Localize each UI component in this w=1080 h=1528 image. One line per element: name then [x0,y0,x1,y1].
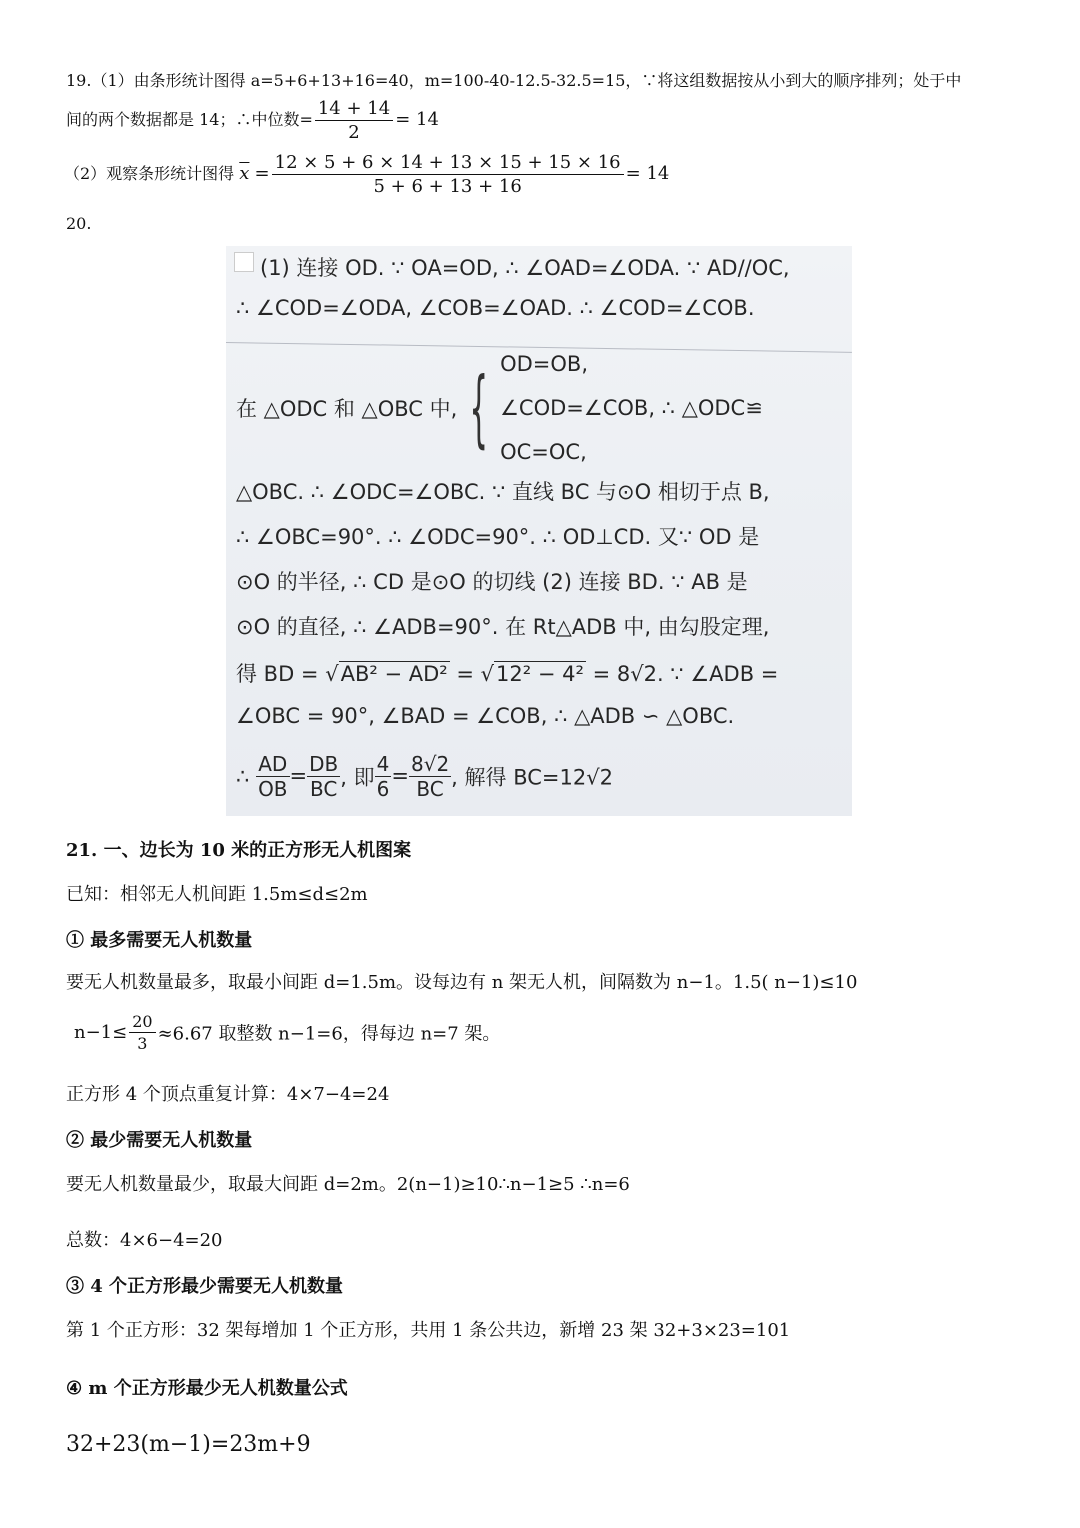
q21-para-5: 总数：4×6−4=20 [66,1230,223,1251]
q20-photo-line-6: ⊙O 的半径, ∴ CD 是⊙O 的切线 (2) 连接 BD. ∵ AB 是 [236,570,748,594]
frac-denominator: 3 [137,1034,148,1053]
q20-sqrt-1: AB² − AD² [340,662,448,686]
q19-mean-symbol: $\overline{x}$ [239,163,250,184]
q20-photo-line-1: (1) 连接 OD. ∵ OA=OD, ∴ ∠OAD=∠ODA. ∵ AD//OC, [260,256,790,280]
q19-median-fraction [315,98,393,143]
q19-mean-fraction [272,152,624,197]
q20-system-eq-2: ∠COD=∠COB, ∴ △ODC≌ [500,396,763,420]
q19-equals: = [254,163,270,184]
q20-in-triangles: 在 △ODC 和 △OBC 中, [236,397,458,421]
q21-para-2 [74,1012,500,1053]
system-brace: { [469,359,489,457]
q20-photo-line-4: △OBC. ∴ ∠ODC=∠OBC. ∵ 直线 BC 与⊙O 相切于点 B, [236,480,770,504]
q21-heading-2: ② 最少需要无人机数量 [66,1130,253,1151]
q20-photo-line-7: ⊙O 的直径, ∴ ∠ADB=90°. 在 Rt△ADB 中, 由勾股定理, [236,615,770,639]
q20-bd-result: = 8√2. ∵ ∠ADB = [585,662,779,686]
q20-therefore: ∴ [236,764,250,789]
q21-given: 已知：相邻无人机间距 1.5m≤d≤2m [66,884,368,905]
q19-median-result: = 14 [395,109,439,130]
q20-photo-line-5: ∴ ∠OBC=90°. ∴ ∠ODC=90°. ∴ OD⊥CD. 又∵ OD 是 [236,525,760,549]
frac-denominator: OB [258,777,288,801]
q20-frac-8r2-bc [409,752,451,801]
q21-para-3: 正方形 4 个顶点重复计算：4×7−4=24 [66,1084,390,1105]
q20-photo-line-10: ∴ $\frac{AD}{OB}$ = $\frac{DB}{BC}$ , 即 $\frac{4}{6}$ = $\frac{8√2}{BC}$ , 解得 BC=12√2 [236,752,613,801]
q20-sqrt-2: 12² − 4² [496,662,584,686]
q20-namely: , 即 [340,765,375,790]
q21-para-1: 要无人机数量最多，取最小间距 d=1.5m。设每边有 n 架无人机，间隔数为 n−1。1.5( n−1)≤10 [66,972,858,993]
q19-median-prefix: 间的两个数据都是 14；∴中位数= [66,110,313,129]
q20-bd-prefix: 得 BD = [236,662,326,686]
q20-frac-ad-ob [256,752,289,801]
q21-heading-4: ④ m 个正方形最少无人机数量公式 [66,1378,348,1399]
q19-mean-result: = 14 [625,163,670,184]
q19-line-1: 19.（1）由条形统计图得 a=5+6+13+16=40，m=100-40-12.5-32.5=15，∵将这组数据按从小到大的顺序排列；处于中 [66,71,962,90]
q21-para-6: 第 1 个正方形：32 架每增加 1 个正方形，共用 1 条公共边，新增 23 架 32+3×23=101 [66,1320,791,1341]
q20-photo-line-9: ∠OBC = 90°, ∠BAD = ∠COB, ∴ △ADB ∽ △OBC. [236,704,735,728]
q19-mean-numerator: 12 × 5 + 6 × 14 + 13 × 15 + 15 × 16 [272,152,624,175]
q21-ineq-prefix: n−1≤ [74,1022,128,1043]
q21-formula: 32+23(m−1)=23m+9 [66,1432,311,1457]
q20-photo-line-8: 得 BD = √AB² − AD² = √12² − 4² = 8√2. ∵ ∠ADB = [236,662,779,686]
q20-solution-photo [226,246,852,816]
frac-numerator: AD [256,752,289,777]
frac-numerator: 8√2 [410,752,450,776]
q20-frac-db-bc [307,752,340,801]
q21-para-4: 要无人机数量最少，取最大间距 d=2m。2(n−1)≥10∴n−1≥5 ∴n=6 [66,1174,630,1195]
q19-median-denominator: 2 [348,122,360,143]
frac-numerator: 4 [376,752,390,776]
frac-denominator: BC [416,777,444,801]
photo-corner-mark [234,252,254,272]
frac-numerator: 20 [129,1012,155,1033]
q21-ineq-result: ≈6.67 取整数 n−1=6，得每边 n=7 架。 [157,1023,501,1045]
frac-denominator: BC [310,777,338,801]
q21-title: 21. 一、边长为 10 米的正方形无人机图案 [66,840,412,861]
q20-system-eq-3: OC=OC, [500,440,587,464]
q21-heading-1: ① 最多需要无人机数量 [66,930,253,951]
q19-line-2 [66,98,439,143]
q19-mean-denominator: 5 + 6 + 13 + 16 [373,176,522,197]
frac-denominator: 6 [376,777,390,801]
q21-fraction-20-3 [129,1012,155,1053]
q20-system-eq-1: OD=OB, [500,352,589,376]
q19-line-3 [64,152,669,197]
q19-part2-prefix: （2）观察条形统计图得 [64,164,235,183]
frac-numerator: DB [309,752,339,776]
q21-heading-3: ③ 4 个正方形最少需要无人机数量 [66,1276,344,1297]
q20-equation-system [500,342,763,474]
q20-frac-4-6 [375,752,392,801]
q20-photo-line-2: ∴ ∠COD=∠ODA, ∠COB=∠OAD. ∴ ∠COD=∠COB. [236,296,755,320]
q20-bc-result: , 解得 BC=12√2 [451,765,613,790]
q19-median-numerator: 14 + 14 [315,98,393,121]
q20-sqrt-equals: = [449,662,481,686]
q20-photo-system [236,342,763,474]
q20-label: 20. [66,214,92,233]
